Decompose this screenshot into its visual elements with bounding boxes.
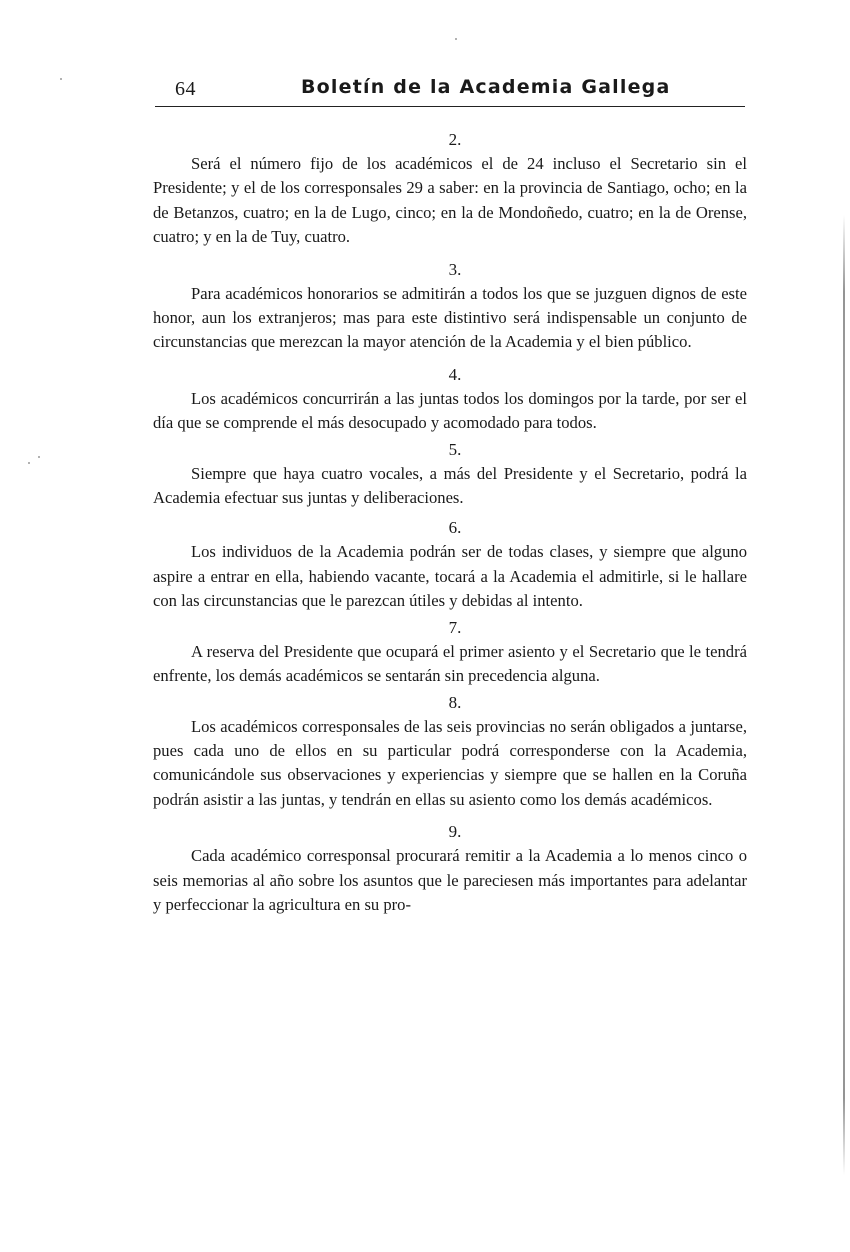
article-number: 9. — [448, 822, 462, 842]
article-paragraph: Para académicos honorarios se admitirán a todos los que se juzguen dignos de este honor, aun los extranjeros; mas para este distintivo será indispensable un conjunto de circunstancias que merezcan la mayor atención de la Academia y el bien público. — [153, 283, 747, 352]
header-rule — [155, 106, 745, 107]
article-paragraph: Siempre que haya cuatro vocales, a más del Presidente y el Secretario, podrá la Academia efectuar sus juntas y deliberaciones. — [153, 463, 747, 508]
article-paragraph: Los individuos de la Academia podrán ser de todas clases, y siempre que alguno aspire a entrar en ella, habiendo vacante, tocará a la Academia el admitirle, si le hallare con las circunstancias que le parezcan útiles y debidas al intento. — [153, 542, 747, 611]
article-paragraph: A reserva del Presidente que ocupará el primer asiento y el Secretario que le tendrá enfrente, los demás académicos se sentarán sin precedencia alguna. — [153, 641, 747, 686]
article-number: 3. — [448, 259, 462, 279]
article-paragraph: Será el número fijo de los académicos el de 24 incluso el Secretario sin el Presidente; y el de los corresponsales 29 a saber: en la provincia de Santiago, ocho; en la de Betanzos, cuatro; en la de Lugo, cinco; en la de Mondoñedo, cuatro; en la de Orense, cuatro; y en la de Tuy, cuatro. — [153, 154, 747, 247]
article-number: 5. — [448, 439, 462, 459]
article-paragraph: Los académicos concurrirán a las juntas todos los domingos por la tarde, por ser el día que se comprende el más desocupado y acomodado para todos. — [153, 388, 747, 433]
scan-speck — [60, 78, 62, 80]
article-paragraph: Cada académico corresponsal procurará remitir a la Academia a lo menos cinco o seis memorias al año sobre los asuntos que le pareciesen más importantes para adelantar y perfeccionar la agricultura en su pro- — [153, 846, 747, 914]
scan-speck — [38, 456, 40, 458]
article-paragraph: Los académicos corresponsales de las seis provincias no serán obligados a juntarse, pues cada uno de ellos en su particular podrá corresponderse con la Academia, comunicándole sus observaciones y experiencias y siempre que se hallen en la Coruña podrán asistir a las juntas, y tendrán en ellas su asiento como los demás académicos. — [153, 716, 747, 809]
article-number: 7. — [448, 617, 462, 637]
scan-speck — [455, 38, 457, 40]
article-number: 4. — [448, 364, 462, 384]
article-number: 2. — [448, 130, 462, 149]
body-text — [153, 128, 747, 917]
scan-speck — [28, 462, 30, 464]
scan-edge-shadow — [843, 215, 845, 1175]
article-number: 6. — [448, 518, 462, 538]
page-header — [155, 76, 745, 106]
page-number: 64 — [175, 78, 196, 100]
running-title: Boletín de la Academia Gallega — [301, 76, 671, 98]
article-number: 8. — [448, 692, 462, 712]
